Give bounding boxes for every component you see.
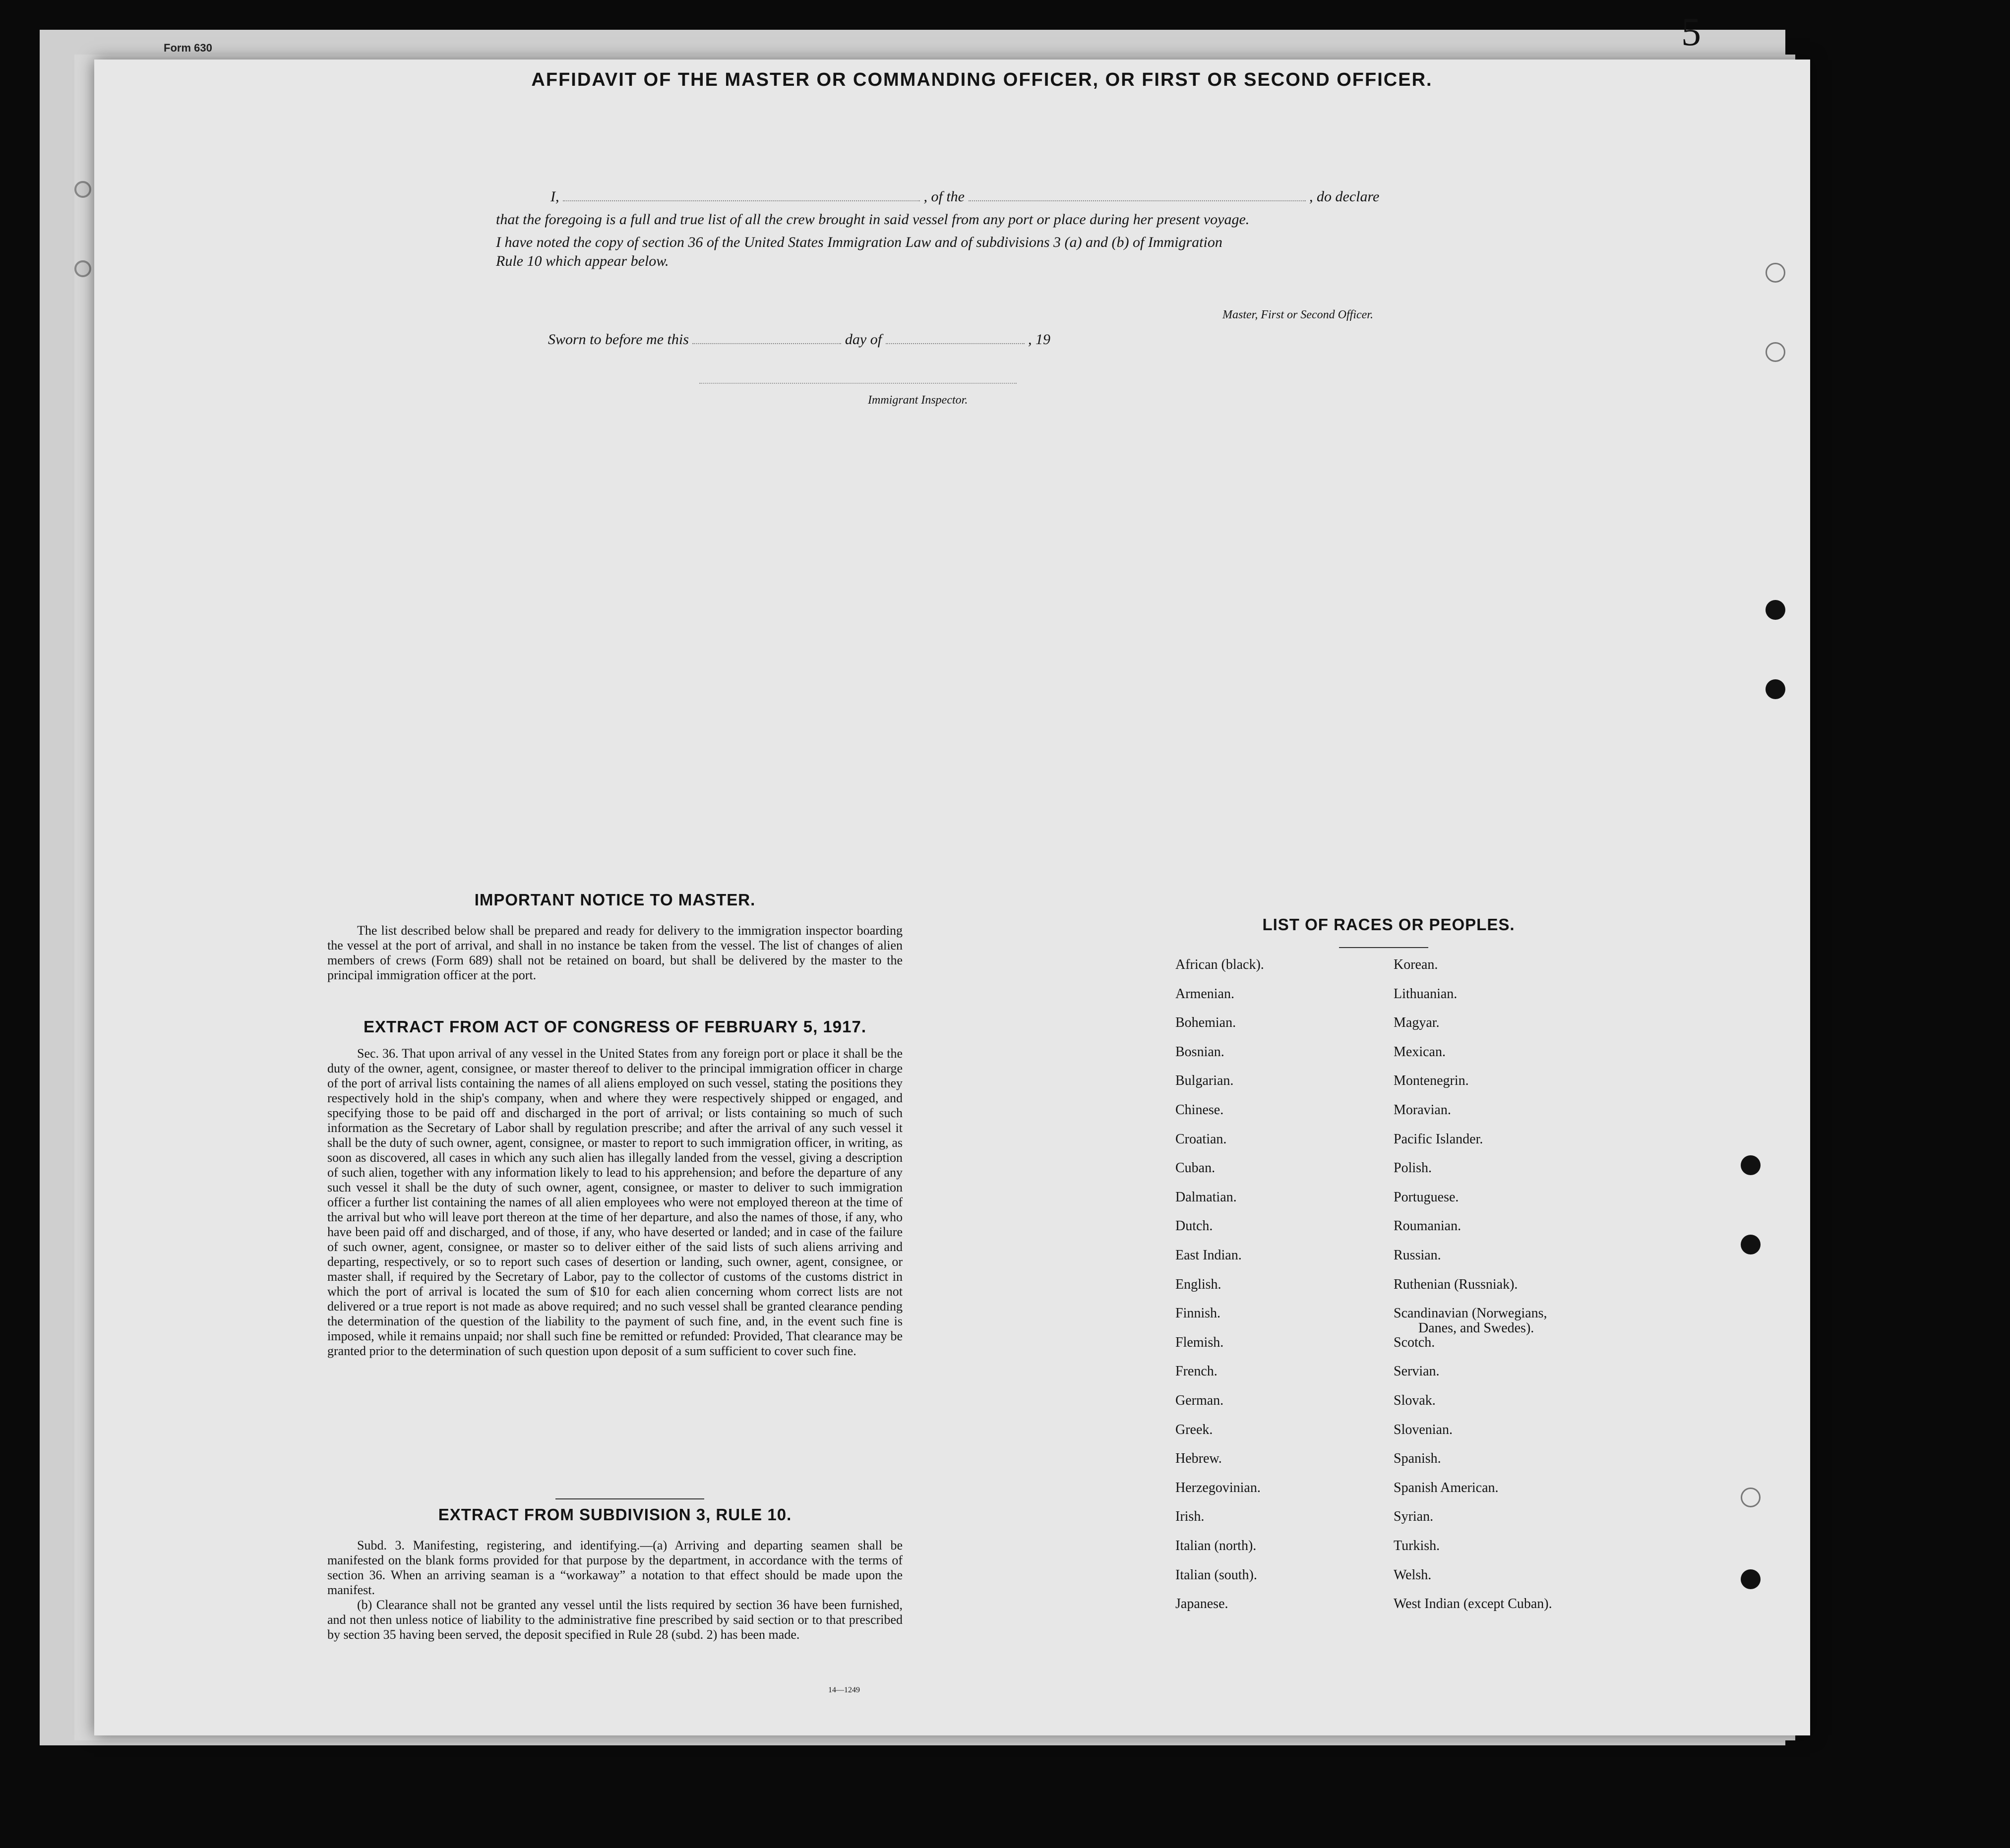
affidavit-title: AFFIDAVIT OF THE MASTER OR COMMANDING OFFICER, OR FIRST OR SECOND OFFICER. (531, 69, 1433, 90)
race-item: Portuguese. (1394, 1190, 1459, 1205)
affidavit-i-label: I, (550, 188, 559, 205)
race-item: Servian. (1394, 1364, 1440, 1379)
year-label: , 19 (1028, 331, 1051, 348)
race-item: Roumanian. (1394, 1218, 1462, 1234)
race-item: Danes, and Swedes). (1418, 1320, 1534, 1336)
rule-paragraph-b: (b) Clearance shall not be granted any vessel until the lists required by section 36 have been furnished, and not then unless notice of liability to the administrative fine prescribed by said section or to that prescribed by section 35 having been served, the deposit specified in Rule 28 (subd. 2) has been made. (327, 1598, 903, 1642)
race-item: Magyar. (1394, 1015, 1440, 1030)
vessel-blank[interactable] (969, 188, 1306, 201)
races-left-column (1175, 957, 1384, 1621)
race-item: Finnish. (1175, 1306, 1221, 1321)
affidavit-line-3: I have noted the copy of section 36 of the United States Immigration Law and of subdivisions 3 (a) and (b) of Immigration (496, 234, 1222, 250)
divider (555, 1498, 704, 1499)
inspector-signature-line (699, 383, 1017, 384)
name-blank[interactable] (563, 188, 920, 201)
notice-title: IMPORTANT NOTICE TO MASTER. (474, 891, 756, 909)
print-code: 14—1249 (828, 1686, 860, 1694)
sworn-line (548, 331, 1050, 348)
race-item: Croatian. (1175, 1132, 1227, 1147)
punch-hole (1741, 1569, 1761, 1589)
race-item: Bohemian. (1175, 1015, 1236, 1030)
notice-text (327, 923, 903, 983)
race-item: Pacific Islander. (1394, 1132, 1483, 1147)
affidavit-of-the: , of the (923, 188, 965, 205)
race-item: Polish. (1394, 1160, 1432, 1176)
binder-ring (74, 181, 91, 198)
race-item: Dutch. (1175, 1218, 1213, 1234)
act-title: EXTRACT FROM ACT OF CONGRESS OF FEBRUARY 5, 1917. (363, 1017, 867, 1036)
race-item: Cuban. (1175, 1160, 1216, 1176)
act-paragraph: Sec. 36. That upon arrival of any vessel in the United States from any foreign port or place it shall be the duty of the owner, agent, consignee, or master thereof to deliver to the principal immigration officer in charge of the port of arrival lists containing the names of all aliens employed on such vessel, stating the positions they respectively hold in the ship's company, when and where they were respectively shipped or engaged, and specifying those to be paid off and discharged in the port of arrival; or lists containing so much of such information as the Secretary of Labor shall by regulation prescribe; and after the arrival of any such vessel it shall be the duty of such owner, agent, consignee, or master to report to such immigration officer, in writing, as soon as discovered, all cases in which any such alien has illegally landed from the vessel, giving a description of such alien, together with any information likely to lead to his apprehension; and before the departure of any such vessel it shall be the duty of such owner, agent, consignee, or master to deliver to such immigration officer a further list containing the names of all alien employees who were not employed thereon at the time of the arrival but who will leave port thereon at the time of her departure, and also the names of those, if any, who have been paid off and discharged, and of those, if any, who have deserted or landed; and in case of the failure of such owner, agent, consignee, or master so to deliver either of the said lists of such aliens arriving and departing, respectively, or so to report such cases of desertion or landing, such owner, agent, consignee, or master shall, if required by the Secretary of Labor, pay to the collector of customs of the customs district in which the port of arrival is located the sum of $10 for each alien concerning whom correct lists are not delivered or a true report is not made as above required; and no such vessel shall be granted clearance pending the determination of the question of the liability to the payment of such fine, and, in the event such fine is imposed, while it remains unpaid; nor shall such fine be remitted or refunded: Provided, That clearance may be granted prior to the determination of such question upon deposit of a sum sufficient to cover such fine. (327, 1046, 903, 1358)
punch-hole (1741, 1155, 1761, 1175)
affidavit-line-4: Rule 10 which appear below. (496, 253, 669, 269)
sheet-number: 5 (1681, 10, 1701, 54)
race-item: Russian. (1394, 1248, 1441, 1263)
race-item: English. (1175, 1277, 1221, 1292)
punch-hole (1766, 342, 1785, 362)
race-item: Dalmatian. (1175, 1190, 1237, 1205)
race-item: Ruthenian (Russniak). (1394, 1277, 1518, 1292)
race-item: German. (1175, 1393, 1224, 1408)
race-item: Scotch. (1394, 1335, 1435, 1350)
race-item: Flemish. (1175, 1335, 1224, 1350)
act-text (327, 1046, 903, 1359)
race-item: Japanese. (1175, 1596, 1228, 1611)
race-item: Spanish American. (1394, 1480, 1499, 1495)
race-item: Lithuanian. (1394, 986, 1458, 1002)
race-item: East Indian. (1175, 1248, 1242, 1263)
affidavit-line-2: that the foregoing is a full and true list of all the crew brought in said vessel from any port or place during her present voyage. (496, 211, 1250, 228)
day-of-label: day of (845, 331, 882, 348)
punch-hole (1741, 1235, 1761, 1254)
punch-hole (1766, 263, 1785, 283)
race-item: Bosnian. (1175, 1044, 1224, 1060)
races-title: LIST OF RACES OR PEOPLES. (1262, 915, 1515, 934)
race-item: Moravian. (1394, 1102, 1451, 1118)
race-item: Scandinavian (Norwegians, (1394, 1306, 1547, 1321)
race-item: Chinese. (1175, 1102, 1224, 1118)
race-item: Bulgarian. (1175, 1073, 1234, 1088)
race-item: Italian (north). (1175, 1538, 1257, 1553)
race-item: Greek. (1175, 1422, 1213, 1437)
notice-paragraph: The list described below shall be prepared and ready for delivery to the immigration inspector boarding the vessel at the port of arrival, and shall in no instance be taken from the vessel. The list of changes of alien members of crews (Form 689) shall not be retained on board, but shall be delivered by the master to the principal immigration officer at the port. (327, 923, 903, 982)
punch-hole (1766, 679, 1785, 699)
rule-title: EXTRACT FROM SUBDIVISION 3, RULE 10. (438, 1505, 792, 1524)
race-item: Hebrew. (1175, 1451, 1222, 1466)
race-item: African (black). (1175, 957, 1264, 972)
punch-hole (1741, 1488, 1761, 1507)
race-item: Spanish. (1394, 1451, 1441, 1466)
race-item: Irish. (1175, 1509, 1205, 1524)
binder-ring (74, 260, 91, 277)
race-item: Turkish. (1394, 1538, 1440, 1553)
race-item: Korean. (1394, 957, 1438, 972)
race-item: Mexican. (1394, 1044, 1446, 1060)
sworn-day-blank[interactable] (692, 331, 841, 344)
divider (1339, 947, 1428, 948)
sworn-label: Sworn to before me this (548, 331, 689, 348)
form-label: Form 630 (164, 42, 212, 54)
punch-hole (1766, 600, 1785, 620)
rule-paragraph-a: Subd. 3. Manifesting, registering, and identifying.—(a) Arriving and departing seamen shall be manifested on the blank forms provided for that purpose by the department, in accordance with the terms of section 36. When an arriving seaman is a “workaway” a notation to that effect should be made upon the manifest. (327, 1538, 903, 1597)
inspector-label: Immigrant Inspector. (868, 394, 968, 407)
race-item: Slovak. (1394, 1393, 1436, 1408)
race-item: Syrian. (1394, 1509, 1434, 1524)
race-item: Armenian. (1175, 986, 1234, 1002)
race-item: Slovenian. (1394, 1422, 1453, 1437)
affidavit-name-line (550, 188, 1379, 205)
rule-text (327, 1538, 903, 1642)
race-item: Montenegrin. (1394, 1073, 1469, 1088)
race-item: West Indian (except Cuban). (1394, 1596, 1552, 1611)
race-item: Herzegovinian. (1175, 1480, 1261, 1495)
race-item: Italian (south). (1175, 1567, 1257, 1583)
race-item: Welsh. (1394, 1567, 1432, 1583)
signature-label: Master, First or Second Officer. (1222, 308, 1373, 321)
races-right-column (1394, 957, 1642, 1621)
sworn-month-blank[interactable] (886, 331, 1025, 344)
affidavit-do-declare: , do declare (1309, 188, 1380, 205)
race-item: French. (1175, 1364, 1218, 1379)
